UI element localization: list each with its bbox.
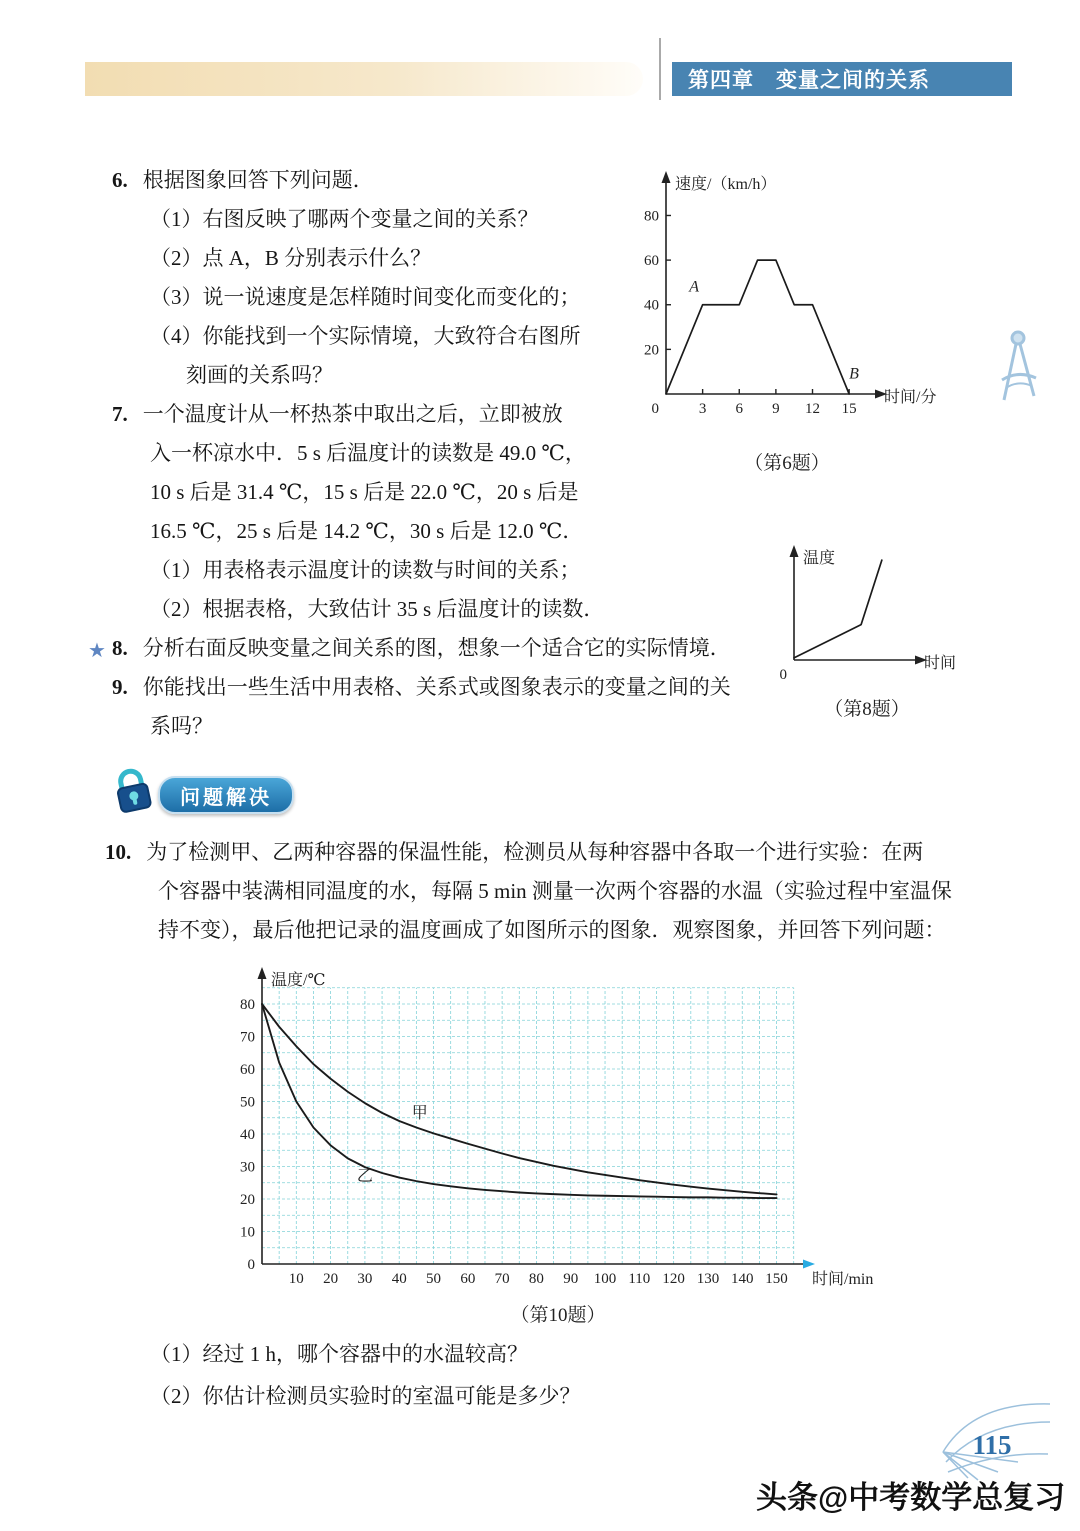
problem-6-item-3: （3）说一说速度是怎样随时间变化而变化的；	[150, 285, 581, 309]
problem-8-heading	[112, 636, 731, 661]
problem-7-line-1: 一个温度计从一杯热茶中取出之后，立即被放	[142, 402, 563, 426]
svg-text:30: 30	[357, 1271, 373, 1287]
problem-6-intro: 根据图象回答下列问题．	[142, 168, 374, 192]
svg-text:甲: 甲	[411, 1104, 428, 1122]
cooling-curves-chart	[222, 952, 894, 1302]
svg-text:100: 100	[593, 1271, 617, 1287]
svg-text:15: 15	[841, 401, 857, 417]
svg-text:3: 3	[698, 401, 707, 417]
svg-text:时间/min: 时间/min	[812, 1271, 874, 1288]
problem-7-line-3: 10 s 后是 31.4 ℃，15 s 后是 22.0 ℃，20 s 后是	[150, 480, 579, 504]
speed-time-chart	[622, 152, 952, 434]
svg-text:速度/（km/h）: 速度/（km/h）	[675, 176, 777, 193]
problem-6-item-4-cont: 刻画的关系吗？	[186, 363, 333, 387]
problem-10-item-1: （1）经过 1 h，哪个容器中的水温较高？	[150, 1342, 528, 1366]
problem-6-item-4: （4）你能找到一个实际情境，大致符合右图所	[150, 324, 581, 348]
svg-text:时间/分: 时间/分	[884, 389, 937, 406]
problem-7-item-2: （2）根据表格，大致估计 35 s 后温度计的读数．	[150, 597, 605, 621]
svg-text:6: 6	[735, 401, 744, 417]
compass-icon	[986, 328, 1050, 408]
lock-icon	[106, 762, 160, 818]
svg-text:30: 30	[240, 1159, 255, 1176]
problem-7-line-4: 16.5 ℃，25 s 后是 14.2 ℃，30 s 后是 12.0 ℃．	[150, 519, 584, 543]
svg-text:60: 60	[240, 1062, 255, 1078]
svg-text:40: 40	[240, 1127, 255, 1143]
svg-text:40: 40	[644, 297, 659, 314]
chart-10-caption: （第10题）	[510, 1305, 606, 1326]
svg-text:60: 60	[644, 253, 659, 270]
problem-7-heading	[112, 402, 563, 427]
svg-text:150: 150	[765, 1271, 788, 1287]
svg-text:温度/℃: 温度/℃	[271, 972, 326, 989]
problem-9-number: 9.	[112, 675, 128, 699]
chapter-title: 第四章 变量之间的关系	[688, 69, 930, 92]
svg-text:80: 80	[644, 208, 659, 225]
header-decoration-bar	[85, 62, 643, 96]
svg-text:20: 20	[323, 1271, 339, 1287]
problem-8-text: 分析右面反映变量之间关系的图，想象一个适合它的实际情境．	[142, 636, 731, 660]
svg-text:0: 0	[247, 1257, 255, 1273]
svg-text:A: A	[689, 278, 699, 296]
section-badge-label: 问题解决	[180, 786, 272, 809]
problem-7-item-1: （1）用表格表示温度计的读数与时间的关系；	[150, 558, 581, 582]
problem-10-item-2: （2）你估计检测员实验时的室温可能是多少？	[150, 1384, 581, 1408]
svg-text:50: 50	[240, 1094, 255, 1111]
svg-text:乙: 乙	[356, 1168, 373, 1186]
problem-9-line-1: 你能找出一些生活中用表格、关系式或图象表示的变量之间的关	[142, 675, 731, 699]
problem-6-number: 6.	[112, 168, 128, 192]
svg-text:50: 50	[426, 1271, 442, 1287]
problem-10-line-1: 为了检测甲、乙两种容器的保温性能，检测员从每种容器中各取一个进行实验：在两	[146, 840, 924, 864]
svg-text:120: 120	[662, 1271, 685, 1287]
problem-9-heading	[112, 675, 731, 700]
svg-text:70: 70	[494, 1271, 510, 1287]
svg-text:110: 110	[628, 1271, 651, 1287]
page-number: 115	[972, 1430, 1012, 1460]
svg-text:40: 40	[391, 1271, 407, 1287]
chart-8-caption: （第8题）	[824, 699, 910, 720]
problem-6-item-1: （1）右图反映了哪两个变量之间的关系？	[150, 207, 539, 231]
svg-text:12: 12	[805, 401, 821, 417]
svg-text:20: 20	[240, 1192, 255, 1208]
problem-10-heading	[105, 840, 923, 865]
chapter-title-banner	[672, 62, 1012, 96]
svg-text:0: 0	[651, 401, 659, 417]
svg-text:90: 90	[563, 1271, 579, 1287]
svg-text:0: 0	[779, 667, 787, 683]
problem-9-line-2: 系吗？	[150, 714, 213, 738]
svg-text:80: 80	[528, 1271, 544, 1287]
problem-7-line-2: 入一杯凉水中．5 s 后温度计的读数是 49.0 ℃，	[150, 441, 586, 465]
star-icon: ★	[88, 640, 106, 662]
problem-8-number: 8.	[112, 636, 128, 660]
problem-10-line-3: 持不变），最后他把记录的温度画成了如图所示的图象．观察图象，并回答下列问题：	[158, 918, 946, 942]
header-divider	[659, 38, 661, 100]
svg-text:时间: 时间	[924, 655, 957, 672]
svg-text:10: 10	[240, 1224, 255, 1241]
temperature-sketch-chart	[772, 526, 962, 686]
section-badge	[158, 776, 294, 814]
problem-7-number: 7.	[112, 402, 128, 426]
svg-text:60: 60	[460, 1271, 476, 1287]
svg-text:130: 130	[696, 1271, 720, 1287]
problem-6-item-2: （2）点 A，B 分别表示什么？	[150, 246, 432, 270]
svg-text:B: B	[849, 365, 859, 383]
svg-text:9: 9	[772, 401, 780, 417]
problem-10-number: 10.	[105, 840, 132, 864]
svg-text:80: 80	[240, 997, 255, 1013]
watermark: 头条@中考数学总复习	[756, 1480, 1066, 1515]
svg-text:10: 10	[288, 1271, 304, 1287]
svg-text:70: 70	[240, 1029, 255, 1046]
svg-text:温度: 温度	[803, 550, 836, 567]
svg-text:140: 140	[731, 1271, 754, 1287]
problem-10-line-2: 个容器中装满相同温度的水，每隔 5 min 测量一次两个容器的水温（实验过程中室温保	[158, 879, 952, 903]
problem-6-heading	[112, 168, 374, 193]
svg-text:20: 20	[644, 342, 659, 359]
chart-6-caption: （第6题）	[744, 453, 830, 474]
